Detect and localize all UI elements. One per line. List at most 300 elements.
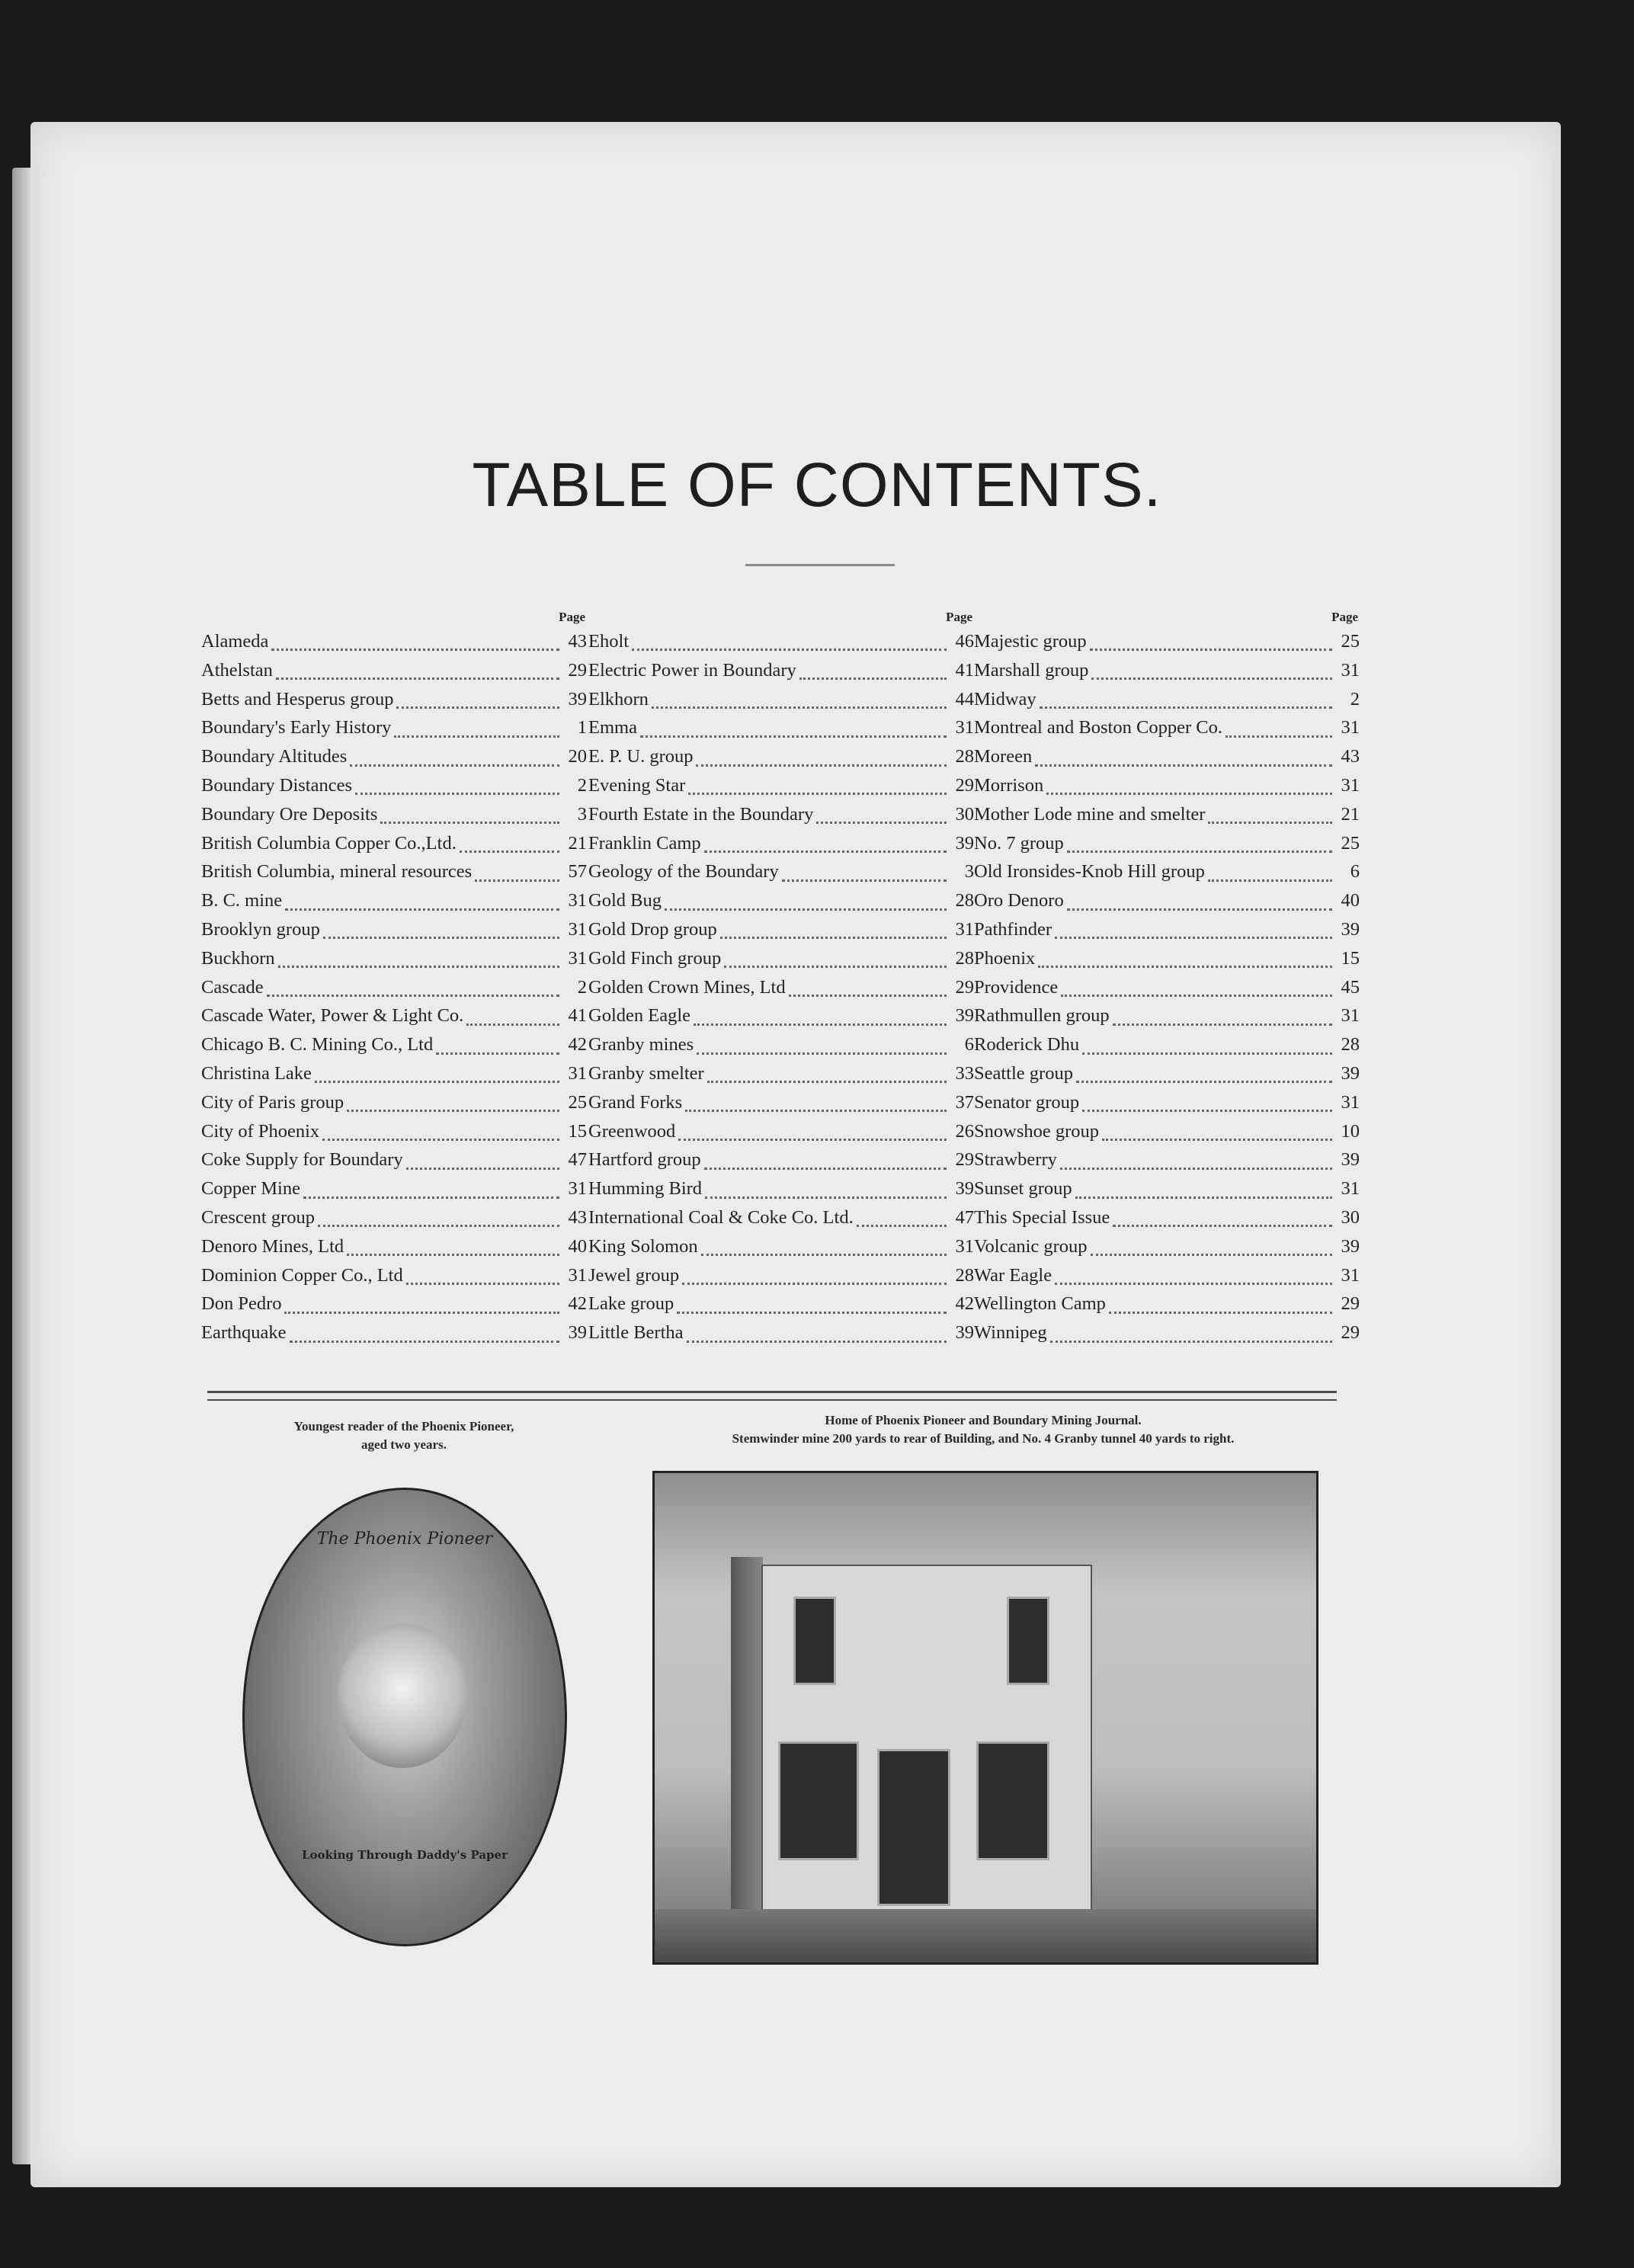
toc-entry-page: 21 xyxy=(568,832,587,854)
dot-leader xyxy=(276,678,559,680)
toc-entry xyxy=(588,631,974,660)
toc-entry xyxy=(201,861,587,890)
toc-entry-page: 25 xyxy=(568,1091,587,1113)
dot-leader xyxy=(697,1052,947,1055)
dot-leader xyxy=(1075,1196,1332,1199)
toc-entry-page: 31 xyxy=(568,918,587,940)
dot-leader xyxy=(632,649,947,651)
dot-leader xyxy=(665,908,947,911)
toc-entry-title: Dominion Copper Co., Ltd xyxy=(201,1264,403,1286)
toc-entry xyxy=(588,948,974,977)
dot-leader xyxy=(1109,1312,1332,1314)
dot-leader xyxy=(1113,1023,1332,1026)
dot-leader xyxy=(1082,1052,1332,1055)
toc-entry xyxy=(974,1121,1360,1150)
toc-entry-title: Grand Forks xyxy=(588,1091,683,1113)
dot-leader xyxy=(707,1081,947,1083)
toc-entry xyxy=(588,1322,974,1351)
toc-entry-page: 39 xyxy=(568,1322,587,1344)
toc-entry-title: Boundary's Early History xyxy=(201,717,392,738)
toc-entry xyxy=(201,1063,587,1092)
toc-entry-title: Golden Crown Mines, Ltd xyxy=(588,976,786,998)
toc-entry-title: Phoenix xyxy=(974,947,1036,969)
page-column-heading: Page xyxy=(946,610,972,624)
toc-entry-title: Majestic group xyxy=(974,631,1087,652)
page-title: TABLE OF CONTENTS. xyxy=(472,450,1162,520)
dot-leader xyxy=(347,1254,559,1256)
toc-entry-page: 39 xyxy=(1341,918,1360,940)
toc-entry xyxy=(974,717,1360,746)
dot-leader xyxy=(460,850,559,853)
toc-entry-title: Boundary Ore Deposits xyxy=(201,803,378,825)
dot-leader xyxy=(278,966,559,968)
toc-entry-page: 28 xyxy=(955,746,974,767)
toc-entry-page: 6 xyxy=(964,1034,974,1056)
toc-entry-page: 39 xyxy=(1341,1149,1360,1171)
dot-leader xyxy=(436,1052,559,1055)
toc-entry-page: 29 xyxy=(568,659,587,681)
toc-entry-page: 29 xyxy=(955,774,974,796)
photo-left-caption-line1: Youngest reader of the Phoenix Pioneer, xyxy=(293,1419,514,1434)
toc-entry-title: Senator group xyxy=(974,1091,1080,1113)
dot-leader xyxy=(1061,995,1332,997)
dot-leader xyxy=(701,1254,947,1256)
toc-column-3 xyxy=(974,610,1360,1351)
toc-entry-page: 31 xyxy=(568,1264,587,1286)
toc-entry-title: Golden Eagle xyxy=(588,1005,691,1027)
toc-entry-title: Athelstan xyxy=(201,659,273,681)
toc-entry xyxy=(588,977,974,1006)
toc-entry-title: Wellington Camp xyxy=(974,1293,1106,1315)
toc-entry-page: 40 xyxy=(1341,890,1360,911)
toc-entry-page: 31 xyxy=(1341,717,1360,738)
toc-entry xyxy=(201,1178,587,1207)
toc-entry-page: 29 xyxy=(1341,1293,1360,1315)
page-column-heading: Page xyxy=(1331,610,1358,624)
toc-entry-title: Betts and Hesperus group xyxy=(201,688,394,710)
toc-entry-page: 41 xyxy=(955,659,974,681)
section-divider xyxy=(207,1391,1337,1401)
toc-entry xyxy=(201,1092,587,1121)
toc-entry-page: 41 xyxy=(568,1005,587,1027)
toc-entry xyxy=(974,890,1360,919)
dot-leader xyxy=(355,793,559,795)
toc-entry-page: 20 xyxy=(568,746,587,767)
toc-entry-page: 31 xyxy=(1341,1005,1360,1027)
toc-entry xyxy=(974,1005,1360,1034)
toc-entry-page: 39 xyxy=(955,1178,974,1200)
toc-entry xyxy=(201,1207,587,1236)
toc-entry-title: Denoro Mines, Ltd xyxy=(201,1235,344,1257)
photo-left-caption-line2: aged two years. xyxy=(361,1437,447,1452)
toc-entry-title: Geology of the Boundary xyxy=(588,861,779,883)
toc-entry xyxy=(201,1236,587,1265)
dot-leader xyxy=(466,1023,559,1026)
toc-entry xyxy=(201,948,587,977)
toc-entry-title: Providence xyxy=(974,976,1059,998)
dot-leader xyxy=(1091,678,1332,680)
toc-entry xyxy=(588,689,974,718)
dot-leader xyxy=(682,1283,947,1285)
child-face-image xyxy=(338,1623,467,1768)
toc-entry-page: 28 xyxy=(1341,1034,1360,1056)
toc-entry-page: 31 xyxy=(568,1178,587,1200)
toc-entry xyxy=(201,804,587,833)
toc-entry xyxy=(974,948,1360,977)
toc-entry-title: Pathfinder xyxy=(974,918,1052,940)
dot-leader xyxy=(1102,1139,1332,1141)
toc-entry-title: Brooklyn group xyxy=(201,918,320,940)
toc-entry xyxy=(974,1092,1360,1121)
dot-leader xyxy=(782,879,947,882)
dot-leader xyxy=(857,1225,947,1227)
toc-entry-title: Eholt xyxy=(588,631,630,652)
toc-entry-title: Rathmullen group xyxy=(974,1005,1110,1027)
portrait-footer-text: Looking Through Daddy's Paper xyxy=(302,1848,508,1862)
toc-entry xyxy=(974,689,1360,718)
toc-entry-title: War Eagle xyxy=(974,1264,1052,1286)
dot-leader xyxy=(1060,1168,1332,1170)
toc-entry-page: 2 xyxy=(577,976,587,998)
dot-leader xyxy=(396,706,559,709)
toc-entry-page: 42 xyxy=(568,1293,587,1315)
toc-entry-page: 39 xyxy=(955,1322,974,1344)
toc-entry-page: 47 xyxy=(955,1206,974,1228)
toc-entry xyxy=(974,1063,1360,1092)
doorway xyxy=(877,1749,950,1906)
toc-entry xyxy=(201,1265,587,1294)
toc-entry xyxy=(974,861,1360,890)
page-column-heading: Page xyxy=(559,610,585,624)
toc-entry-page: 39 xyxy=(1341,1235,1360,1257)
dot-leader xyxy=(285,908,559,911)
dot-leader xyxy=(1050,1341,1332,1343)
toc-entry-title: Sunset group xyxy=(974,1178,1072,1200)
dot-leader xyxy=(720,937,947,939)
toc-entry-page: 44 xyxy=(955,688,974,710)
toc-entry-title: Hartford group xyxy=(588,1149,701,1171)
toc-entry-title: Jewel group xyxy=(588,1264,680,1286)
toc-entry-title: Earthquake xyxy=(201,1322,287,1344)
dot-leader xyxy=(799,678,947,680)
dot-leader xyxy=(322,1139,559,1141)
toc-entry xyxy=(201,919,587,948)
toc-entry-page: 3 xyxy=(964,861,974,883)
toc-entry xyxy=(974,660,1360,689)
toc-entry xyxy=(588,833,974,862)
toc-entry-title: Roderick Dhu xyxy=(974,1034,1080,1056)
toc-entry-page: 37 xyxy=(955,1091,974,1113)
toc-entry-title: This Special Issue xyxy=(974,1206,1110,1228)
toc-entry xyxy=(588,1121,974,1150)
toc-entry-title: Midway xyxy=(974,688,1036,710)
toc-entry-title: International Coal & Coke Co. Ltd. xyxy=(588,1206,854,1228)
toc-entry-title: Fourth Estate in the Boundary xyxy=(588,803,814,825)
toc-entry-page: 26 xyxy=(955,1120,974,1142)
toc-entry-title: Coke Supply for Boundary xyxy=(201,1149,403,1171)
toc-entry-title: Copper Mine xyxy=(201,1178,300,1200)
toc-entry-page: 30 xyxy=(955,803,974,825)
dot-leader xyxy=(347,1110,559,1112)
toc-entry-page: 29 xyxy=(955,1149,974,1171)
toc-entry-title: Granby smelter xyxy=(588,1062,704,1084)
toc-entry-page: 25 xyxy=(1341,832,1360,854)
toc-entry-page: 28 xyxy=(955,1264,974,1286)
toc-entry-page: 28 xyxy=(955,947,974,969)
toc-entry xyxy=(588,1063,974,1092)
toc-entry-page: 3 xyxy=(577,803,587,825)
toc-entry-page: 43 xyxy=(1341,746,1360,767)
toc-entry xyxy=(201,1293,587,1322)
toc-entry-page: 10 xyxy=(1341,1120,1360,1142)
toc-entry xyxy=(974,775,1360,804)
toc-entry-title: No. 7 group xyxy=(974,832,1064,854)
toc-entry-title: Cascade xyxy=(201,976,264,998)
dot-leader xyxy=(315,1081,559,1083)
toc-entry-page: 39 xyxy=(955,1005,974,1027)
toc-entry xyxy=(201,890,587,919)
building-photo xyxy=(652,1471,1318,1965)
toc-entry xyxy=(201,1149,587,1178)
building-facade xyxy=(761,1565,1092,1933)
toc-entry-page: 31 xyxy=(568,890,587,911)
toc-entry xyxy=(588,1034,974,1063)
dot-leader xyxy=(318,1225,559,1227)
toc-entry-title: Humming Bird xyxy=(588,1178,703,1200)
toc-entry xyxy=(588,1265,974,1294)
dot-leader xyxy=(1082,1110,1332,1112)
dot-leader xyxy=(696,764,947,767)
window-upper-left xyxy=(793,1597,836,1685)
toc-entry xyxy=(588,919,974,948)
photo-left-caption xyxy=(229,1418,579,1454)
dot-leader xyxy=(1091,1254,1332,1256)
toc-entry xyxy=(201,1005,587,1034)
toc-entry xyxy=(588,717,974,746)
toc-entry-page: 31 xyxy=(1341,1091,1360,1113)
dot-leader xyxy=(678,1139,947,1141)
toc-entry-title: Granby mines xyxy=(588,1034,694,1056)
dot-leader xyxy=(687,1341,947,1343)
toc-entry xyxy=(588,660,974,689)
toc-entry-title: Alameda xyxy=(201,631,269,652)
toc-entry-page: 31 xyxy=(568,947,587,969)
toc-entry-page: 39 xyxy=(1341,1062,1360,1084)
toc-entry-title: Oro Denoro xyxy=(974,890,1064,911)
dot-leader xyxy=(816,822,947,824)
toc-entry-title: Cascade Water, Power & Light Co. xyxy=(201,1005,464,1027)
toc-entry xyxy=(201,660,587,689)
toc-entry-title: Seattle group xyxy=(974,1062,1073,1084)
toc-entry xyxy=(588,746,974,775)
toc-column-1 xyxy=(201,610,587,1351)
toc-entry-title: Little Bertha xyxy=(588,1322,684,1344)
toc-entry-title: Crescent group xyxy=(201,1206,315,1228)
toc-entry-title: Gold Bug xyxy=(588,890,662,911)
dot-leader xyxy=(406,1283,559,1285)
toc-entry-title: City of Paris group xyxy=(201,1091,344,1113)
toc-entry-page: 57 xyxy=(568,861,587,883)
toc-entry-page: 1 xyxy=(577,717,587,738)
toc-entry-page: 31 xyxy=(955,717,974,738)
toc-entry xyxy=(588,804,974,833)
dot-leader xyxy=(1055,1283,1332,1285)
toc-entry xyxy=(201,717,587,746)
toc-entry xyxy=(588,1293,974,1322)
dot-leader xyxy=(1035,764,1332,767)
dot-leader xyxy=(1113,1225,1332,1227)
photo-right-caption xyxy=(625,1411,1341,1448)
dot-leader xyxy=(704,850,947,853)
dot-leader xyxy=(380,822,559,824)
dot-leader xyxy=(267,995,559,997)
toc-entry-page: 2 xyxy=(1350,688,1360,710)
toc-entry-title: Chicago B. C. Mining Co., Ltd xyxy=(201,1034,434,1056)
toc-entry-title: Franklin Camp xyxy=(588,832,701,854)
toc-entry xyxy=(974,1178,1360,1207)
window-lower-right xyxy=(976,1741,1049,1860)
toc-entry-title: Christina Lake xyxy=(201,1062,312,1084)
toc-entry-page: 39 xyxy=(568,688,587,710)
dot-leader xyxy=(705,1196,947,1199)
toc-entry-title: Winnipeg xyxy=(974,1322,1047,1344)
toc-entry-title: Mother Lode mine and smelter xyxy=(974,803,1206,825)
dot-leader xyxy=(284,1312,559,1314)
toc-entry-page: 31 xyxy=(955,1235,974,1257)
toc-entry-title: Morrison xyxy=(974,774,1044,796)
toc-entry xyxy=(974,1322,1360,1351)
toc-entry-page: 15 xyxy=(568,1120,587,1142)
toc-entry xyxy=(588,1207,974,1236)
dot-leader xyxy=(290,1341,559,1343)
toc-entry-title: British Columbia, mineral resources xyxy=(201,861,473,883)
dot-leader xyxy=(1038,966,1332,968)
dot-leader xyxy=(1076,1081,1332,1083)
dot-leader xyxy=(724,966,947,968)
toc-entry-title: City of Phoenix xyxy=(201,1120,320,1142)
child-portrait-photo xyxy=(242,1488,567,1946)
toc-entry xyxy=(588,1092,974,1121)
toc-entry-title: E. P. U. group xyxy=(588,746,694,767)
toc-entry-page: 2 xyxy=(577,774,587,796)
dot-leader xyxy=(394,735,559,738)
toc-entry xyxy=(974,1265,1360,1294)
toc-entry-page: 42 xyxy=(955,1293,974,1315)
toc-entry xyxy=(588,890,974,919)
toc-entry xyxy=(974,1149,1360,1178)
toc-entry xyxy=(201,833,587,862)
dot-leader xyxy=(704,1168,947,1170)
toc-entry xyxy=(974,1207,1360,1236)
toc-entry-page: 29 xyxy=(1341,1322,1360,1344)
toc-entry-page: 40 xyxy=(568,1235,587,1257)
dot-leader xyxy=(1090,649,1332,651)
toc-entry-title: Evening Star xyxy=(588,774,686,796)
toc-entry xyxy=(974,919,1360,948)
toc-entry xyxy=(974,804,1360,833)
toc-entry-page: 31 xyxy=(1341,659,1360,681)
toc-entry-title: B. C. mine xyxy=(201,890,283,911)
dot-leader xyxy=(1067,850,1332,853)
dot-leader xyxy=(652,706,947,709)
toc-entry xyxy=(588,1236,974,1265)
toc-entry-title: Electric Power in Boundary xyxy=(588,659,796,681)
toc-entry xyxy=(201,1322,587,1351)
toc-entry-title: Emma xyxy=(588,717,637,738)
toc-entry-title: Gold Finch group xyxy=(588,947,722,969)
toc-entry-page: 45 xyxy=(1341,976,1360,998)
toc-entry xyxy=(201,977,587,1006)
toc-entry-page: 42 xyxy=(568,1034,587,1056)
dot-leader xyxy=(677,1312,947,1314)
dot-leader xyxy=(1067,908,1332,911)
toc-entry-page: 31 xyxy=(568,1062,587,1084)
toc-entry xyxy=(974,631,1360,660)
photo-right-caption-line2: Stemwinder mine 200 yards to rear of Building, and No. 4 Granby tunnel 40 yards to right. xyxy=(732,1431,1235,1446)
toc-entry xyxy=(588,775,974,804)
toc-entry-page: 43 xyxy=(568,1206,587,1228)
dot-leader xyxy=(350,764,559,767)
toc-entry xyxy=(201,631,587,660)
toc-entry xyxy=(974,1034,1360,1063)
toc-entry-page: 31 xyxy=(1341,774,1360,796)
toc-entry-title: Buckhorn xyxy=(201,947,275,969)
newspaper-masthead: The Phoenix Pioneer xyxy=(316,1530,493,1549)
toc-entry-title: Greenwood xyxy=(588,1120,676,1142)
dot-leader xyxy=(640,735,947,738)
toc-entry xyxy=(588,1178,974,1207)
dot-leader xyxy=(1055,937,1332,939)
toc-entry xyxy=(201,689,587,718)
toc-entry-title: Marshall group xyxy=(974,659,1089,681)
toc-entry-page: 31 xyxy=(1341,1178,1360,1200)
dot-leader xyxy=(789,995,947,997)
toc-entry-page: 39 xyxy=(955,832,974,854)
toc-entry-title: British Columbia Copper Co.,Ltd. xyxy=(201,832,457,854)
dot-leader xyxy=(475,879,559,882)
toc-entry xyxy=(588,861,974,890)
toc-entry-title: Old Ironsides-Knob Hill group xyxy=(974,861,1205,883)
toc-entry-title: Snowshoe group xyxy=(974,1120,1100,1142)
toc-entry-page: 25 xyxy=(1341,631,1360,652)
toc-column-2 xyxy=(588,610,974,1351)
toc-entry xyxy=(201,746,587,775)
building-side-wall xyxy=(731,1557,763,1938)
toc-entry-title: Elkhorn xyxy=(588,688,649,710)
dot-leader xyxy=(1208,822,1332,824)
window-lower-left xyxy=(778,1741,859,1860)
toc-entry-page: 33 xyxy=(955,1062,974,1084)
window-upper-right xyxy=(1007,1597,1049,1685)
dot-leader xyxy=(303,1196,559,1199)
toc-entry-title: Gold Drop group xyxy=(588,918,717,940)
dot-leader xyxy=(1208,879,1332,882)
toc-entry xyxy=(201,1034,587,1063)
toc-entry-page: 31 xyxy=(1341,1264,1360,1286)
toc-entry-title: Boundary Distances xyxy=(201,774,352,796)
toc-entry-page: 30 xyxy=(1341,1206,1360,1228)
toc-entry-title: King Solomon xyxy=(588,1235,698,1257)
dot-leader xyxy=(271,649,559,651)
dot-leader xyxy=(1046,793,1332,795)
toc-entry xyxy=(201,775,587,804)
toc-entry xyxy=(201,1121,587,1150)
dot-leader xyxy=(694,1023,947,1026)
dot-leader xyxy=(685,1110,947,1112)
toc-entry xyxy=(974,1293,1360,1322)
toc-entry-title: Moreen xyxy=(974,746,1033,767)
toc-entry-page: 6 xyxy=(1350,861,1360,883)
